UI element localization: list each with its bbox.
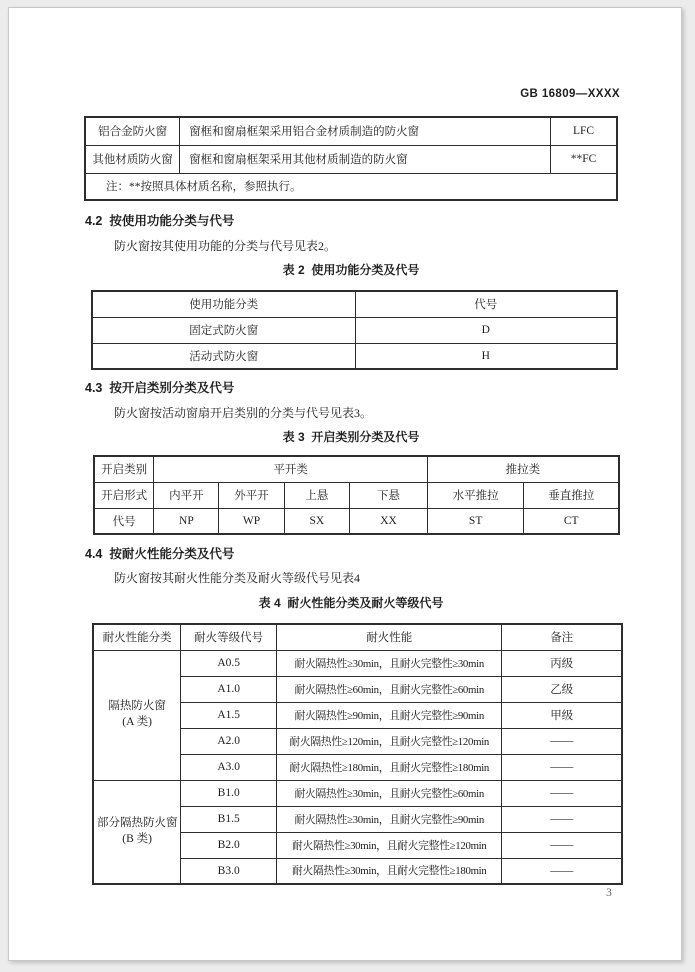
t3-category-label: 开启类别: [94, 456, 154, 482]
table-row: [92, 343, 617, 369]
t4-code: B2.0: [181, 832, 277, 858]
t4-remark: 丙级: [502, 650, 622, 676]
t4-group-b-line1: 部分隔热防火窗: [97, 817, 178, 830]
t4-performance: 耐火隔热性≥30min，且耐火完整性≥60min: [277, 780, 502, 806]
t3-code: WP: [219, 508, 284, 534]
t4-performance: 耐火隔热性≥60min，且耐火完整性≥60min: [277, 676, 502, 702]
t4-header: 耐火性能: [277, 624, 502, 650]
t1-note: 注：**按照具体材质名称，参照执行。: [85, 173, 617, 200]
table4-fire-resistance-classification: [92, 623, 623, 885]
section-4-4-heading: 4.4 按耐火性能分类及代号: [85, 547, 235, 561]
t4-remark: ——: [502, 806, 622, 832]
t1-description: 窗框和窗扇框架采用铝合金材质制造的防火窗: [180, 117, 551, 145]
table-row: [92, 317, 617, 343]
t2-header-classification: 使用功能分类: [92, 291, 355, 317]
t2-classification: 固定式防火窗: [92, 317, 355, 343]
t3-group-swing: 平开类: [154, 456, 428, 482]
page-number: 3: [606, 887, 612, 899]
section-4-3-heading: 4.3 按开启类别分类及代号: [85, 381, 235, 395]
t3-code: NP: [154, 508, 219, 534]
t2-code: H: [355, 343, 617, 369]
t4-code: B3.0: [181, 858, 277, 884]
table-row: [94, 508, 619, 534]
t4-group-a-line1: 隔热防火窗: [108, 700, 166, 713]
t4-performance: 耐火隔热性≥30min，且耐火完整性≥30min: [277, 650, 502, 676]
t3-form: 水平推拉: [427, 482, 524, 508]
t4-code: A3.0: [181, 754, 277, 780]
table-header-row: [92, 291, 617, 317]
t4-remark: 乙级: [502, 676, 622, 702]
table2-function-classification: [91, 290, 618, 370]
t4-group-a-line2: (A 类): [122, 716, 153, 728]
t4-performance: 耐火隔热性≥30min，且耐火完整性≥120min: [277, 832, 502, 858]
t1-description: 窗框和窗扇框架采用其他材质制造的防火窗: [180, 145, 551, 173]
t4-code: A1.0: [181, 676, 277, 702]
table-row: [94, 482, 619, 508]
t4-remark: ——: [502, 780, 622, 806]
t4-performance: 耐火隔热性≥180min，且耐火完整性≥180min: [277, 754, 502, 780]
table1-material-classification: [84, 116, 618, 201]
section-4-3-paragraph: 防火窗按活动窗扇开启类别的分类与代号见表3。: [114, 406, 373, 420]
t4-code: B1.0: [181, 780, 277, 806]
t3-code-label: 代号: [94, 508, 154, 534]
t4-performance: 耐火隔热性≥120min，且耐火完整性≥120min: [277, 728, 502, 754]
t3-form: 下悬: [350, 482, 428, 508]
t3-code: XX: [350, 508, 428, 534]
t3-form: 垂直推拉: [524, 482, 619, 508]
table-row: [93, 780, 622, 806]
document-page: [8, 7, 682, 961]
section-4-2-paragraph: 防火窗按其使用功能的分类与代号见表2。: [114, 239, 337, 253]
t4-remark: ——: [502, 858, 622, 884]
t4-remark: 甲级: [502, 702, 622, 728]
t4-performance: 耐火隔热性≥30min，且耐火完整性≥180min: [277, 858, 502, 884]
table-header-row: [93, 624, 622, 650]
t1-category: 其他材质防火窗: [85, 145, 180, 173]
table4-caption: 表 4 耐火性能分类及耐火等级代号: [258, 596, 444, 610]
t4-remark: ——: [502, 728, 622, 754]
t1-category: 铝合金防火窗: [85, 117, 180, 145]
t4-code: B1.5: [181, 806, 277, 832]
table-row: [93, 650, 622, 676]
table-group-row: [94, 456, 619, 482]
t3-form: 内平开: [154, 482, 219, 508]
t4-code: A2.0: [181, 728, 277, 754]
t4-group-a-label: [93, 650, 181, 780]
section-4-2-heading: 4.2 按使用功能分类与代号: [85, 214, 235, 228]
t2-classification: 活动式防火窗: [92, 343, 355, 369]
t3-form: 上悬: [284, 482, 350, 508]
t4-header: 备注: [502, 624, 622, 650]
t4-performance: 耐火隔热性≥30min，且耐火完整性≥90min: [277, 806, 502, 832]
table-row: [85, 145, 617, 173]
t2-code: D: [355, 317, 617, 343]
t3-code: ST: [427, 508, 524, 534]
section-4-4-paragraph: 防火窗按其耐火性能分类及耐火等级代号见表4: [114, 571, 361, 585]
t1-code: LFC: [550, 117, 617, 145]
table3-caption: 表 3 开启类别分类及代号: [282, 430, 420, 444]
t4-remark: ——: [502, 754, 622, 780]
t4-remark: ——: [502, 832, 622, 858]
t4-group-b-line2: (B 类): [122, 832, 153, 845]
t3-form: 外平开: [219, 482, 284, 508]
t3-group-sliding: 推拉类: [427, 456, 619, 482]
t4-header: 耐火等级代号: [181, 624, 277, 650]
table-row: [85, 117, 617, 145]
table-note-row: [85, 173, 617, 200]
t4-code: A1.5: [181, 702, 277, 728]
t2-header-code: 代号: [355, 291, 617, 317]
t4-code: A0.5: [181, 650, 277, 676]
t4-performance: 耐火隔热性≥90min，且耐火完整性≥90min: [277, 702, 502, 728]
standard-code: GB 16809—XXXX: [520, 88, 620, 100]
table3-opening-classification: [93, 455, 620, 535]
t3-code: SX: [284, 508, 350, 534]
table2-caption: 表 2 使用功能分类及代号: [282, 263, 420, 277]
t4-group-b-label: [93, 780, 181, 884]
t3-form-label: 开启形式: [94, 482, 154, 508]
t3-code: CT: [524, 508, 619, 534]
t4-header: 耐火性能分类: [93, 624, 181, 650]
t1-code: **FC: [550, 145, 617, 173]
